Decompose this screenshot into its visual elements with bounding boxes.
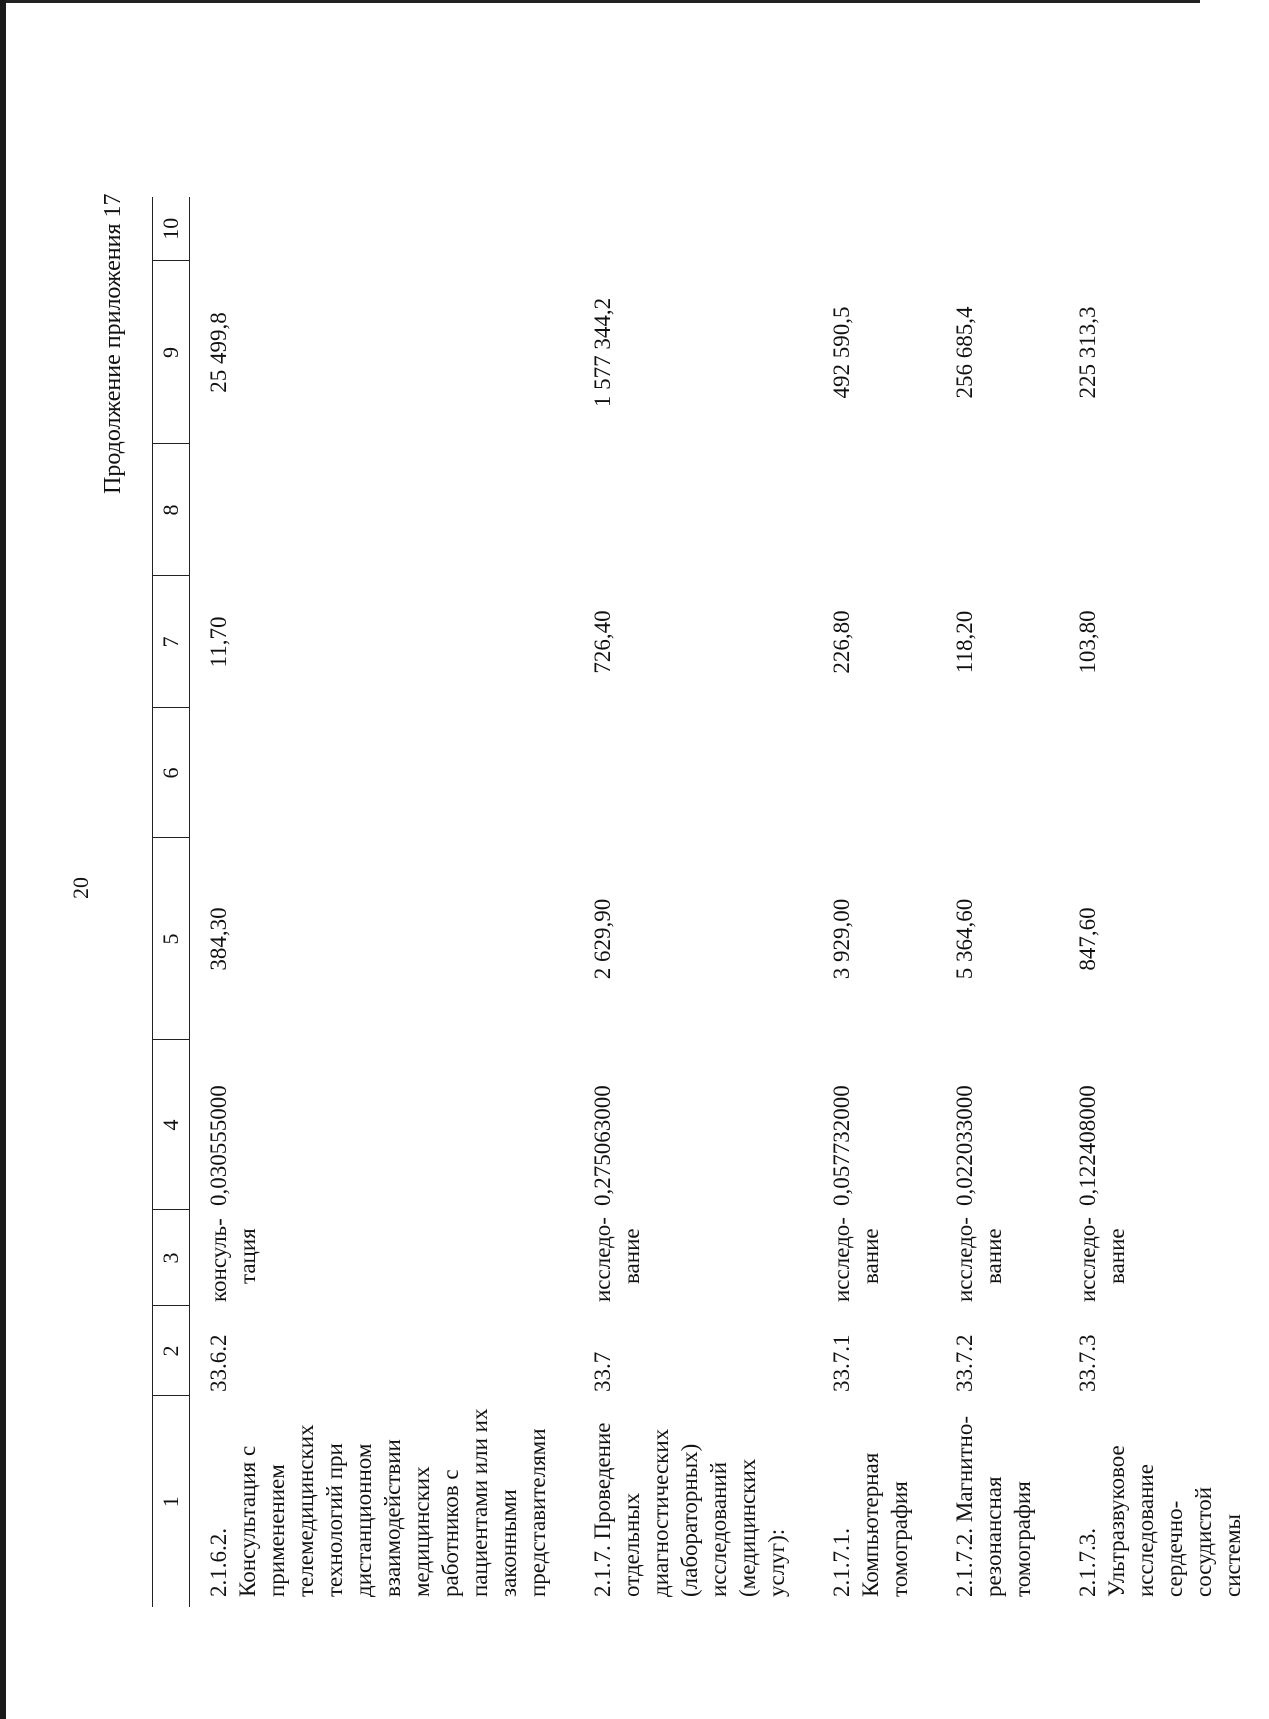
unit-line-2: тация bbox=[235, 1228, 260, 1284]
norm-volume-cell: 0,057732000 bbox=[829, 1085, 854, 1206]
norm-cost-cell: 3 929,00 bbox=[829, 898, 854, 980]
col6-cell bbox=[1059, 708, 1269, 838]
unit-line-2: вание bbox=[981, 1228, 1006, 1284]
per-capita-cell: 226,80 bbox=[829, 610, 854, 674]
col10-cell bbox=[1059, 197, 1269, 261]
norm-volume-cell: 0,022033000 bbox=[952, 1085, 977, 1206]
column-number-header-row bbox=[153, 197, 190, 1607]
col6-cell bbox=[574, 708, 813, 838]
per-capita-cell: 11,70 bbox=[206, 616, 231, 668]
unit-line-1: исследо- bbox=[590, 1217, 615, 1302]
col-header-3: 3 bbox=[153, 1210, 190, 1306]
table-row bbox=[813, 197, 936, 1607]
service-name-cell: 2.1.7.1. Компьютерная томография bbox=[829, 1452, 912, 1597]
col10-cell bbox=[190, 197, 575, 261]
table-row bbox=[190, 197, 575, 1607]
service-name-cell: 2.1.7.2. Магнитно-резонансная томография bbox=[952, 1416, 1035, 1597]
service-name-cell: 2.1.6.2. Консультация с применением телемедицинских технологий при дистанционном взаимодействии медицинских работников с пациентами или их законными представителями bbox=[206, 1408, 550, 1597]
page-number: 20 bbox=[68, 877, 93, 899]
col-header-10: 10 bbox=[153, 197, 190, 261]
service-name-cell: 2.1.7. Проведение отдельных диагностических (лабораторных) исследований (медицинских услуг): bbox=[590, 1422, 789, 1597]
total-cost-cell: 1 577 344,2 bbox=[590, 297, 615, 408]
unit-cell bbox=[813, 1210, 936, 1306]
col8-cell bbox=[1059, 444, 1269, 576]
col10-cell bbox=[574, 197, 813, 261]
row-code-cell: 33.7 bbox=[590, 1351, 615, 1392]
norm-cost-cell: 2 629,90 bbox=[590, 898, 615, 980]
unit-line-1: исследо- bbox=[829, 1217, 854, 1302]
row-code-cell: 33.7.1 bbox=[829, 1334, 854, 1392]
row-code-cell: 33.6.2 bbox=[206, 1334, 231, 1392]
col8-cell bbox=[813, 444, 936, 576]
total-cost-cell: 225 313,3 bbox=[1075, 306, 1100, 399]
col6-cell bbox=[813, 708, 936, 838]
unit-line-1: исследо- bbox=[1075, 1217, 1100, 1302]
col-header-8: 8 bbox=[153, 444, 190, 576]
per-capita-cell: 118,20 bbox=[952, 610, 977, 674]
total-cost-cell: 25 499,8 bbox=[206, 312, 231, 393]
row-code-cell: 33.7.2 bbox=[952, 1334, 977, 1392]
unit-cell bbox=[936, 1210, 1059, 1306]
total-cost-cell: 492 590,5 bbox=[829, 306, 854, 399]
norm-volume-cell: 0,030555000 bbox=[206, 1085, 231, 1206]
data-table bbox=[152, 197, 1269, 1607]
col10-cell bbox=[813, 197, 936, 261]
per-capita-cell: 103,80 bbox=[1075, 610, 1100, 674]
unit-line-2: вание bbox=[1104, 1228, 1129, 1284]
unit-line-1: консуль- bbox=[206, 1218, 231, 1302]
col6-cell bbox=[190, 708, 575, 838]
norm-volume-cell: 0,122408000 bbox=[1075, 1085, 1100, 1206]
col-header-9: 9 bbox=[153, 261, 190, 444]
norm-cost-cell: 5 364,60 bbox=[952, 898, 977, 980]
col6-cell bbox=[936, 708, 1059, 838]
norm-volume-cell: 0,275063000 bbox=[590, 1085, 615, 1206]
unit-line-1: исследо- bbox=[952, 1217, 977, 1302]
unit-cell bbox=[1059, 1210, 1269, 1306]
col-header-6: 6 bbox=[153, 708, 190, 838]
table-row bbox=[1059, 197, 1269, 1607]
unit-line-2: вание bbox=[619, 1228, 644, 1284]
col-header-2: 2 bbox=[153, 1306, 190, 1396]
table-row bbox=[574, 197, 813, 1607]
norm-cost-cell: 847,60 bbox=[1075, 907, 1100, 971]
col8-cell bbox=[190, 444, 575, 576]
col-header-1: 1 bbox=[153, 1396, 190, 1607]
row-code-cell: 33.7.3 bbox=[1075, 1334, 1100, 1392]
unit-cell bbox=[574, 1210, 813, 1306]
unit-cell bbox=[190, 1210, 575, 1306]
table-row bbox=[936, 197, 1059, 1607]
col8-cell bbox=[574, 444, 813, 576]
col-header-5: 5 bbox=[153, 838, 190, 1040]
norm-cost-cell: 384,30 bbox=[206, 907, 231, 971]
col10-cell bbox=[936, 197, 1059, 261]
total-cost-cell: 256 685,4 bbox=[952, 306, 977, 399]
unit-line-2: вание bbox=[858, 1228, 883, 1284]
col-header-4: 4 bbox=[153, 1040, 190, 1210]
service-name-cell: 2.1.7.3. Ультразвуковое исследование сердечно-сосудистой системы bbox=[1075, 1445, 1245, 1597]
per-capita-cell: 726,40 bbox=[590, 610, 615, 674]
col-header-7: 7 bbox=[153, 576, 190, 708]
continuation-label: Продолжение приложения 17 bbox=[100, 193, 126, 494]
col8-cell bbox=[936, 444, 1059, 576]
